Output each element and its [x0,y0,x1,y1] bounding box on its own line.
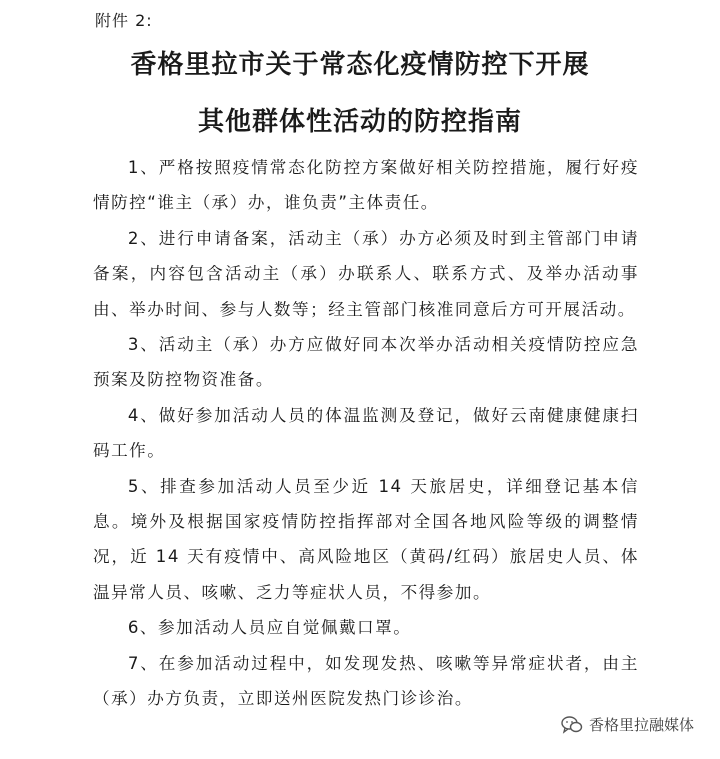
paragraph-1: 1、严格按照疫情常态化防控方案做好相关防控措施，履行好疫情防控“谁主（承）办，谁负责”主体责任。 [93,158,639,213]
document-title-line-1: 香格里拉市关于常态化疫情防控下开展 [130,50,590,80]
wechat-icon [561,716,583,734]
paragraph-7: 7、在参加活动过程中，如发现发热、咳嗽等异常症状者，由主（承）办方负责，立即送州医院发热门诊诊治。 [93,653,639,709]
document-title-line-2: 其他群体性活动的防控指南 [197,107,522,137]
watermark [557,712,698,737]
attachment-label: 附件 2: [95,11,153,30]
paragraph-5: 5、排查参加活动人员至少近 14 天旅居史，详细登记基本信息。境外及根据国家疫情防控指挥部对全国各地风险等级的调整情况，近 14 天有疫情中、高风险地区（黄码/红码）旅居史人员、体温异常人员、咳嗽、乏力等症状人员，不得参加。 [93,476,639,602]
paragraph-3: 3、活动主（承）办方应做好同本次举办活动相关疫情防控应急预案及防控物资准备。 [93,335,639,390]
paragraph-4: 4、做好参加活动人员的体温监测及登记，做好云南健康健康扫码工作。 [93,405,639,461]
paragraph-6: 6、参加活动人员应自觉佩戴口罩。 [127,618,412,638]
watermark-text: 香格里拉融媒体 [588,716,694,734]
paragraph-2: 2、进行申请备案，活动主（承）办方必须及时到主管部门申请备案，内容包含活动主（承）办联系人、联系方式、及举办活动事由、举办时间、参与人数等；经主管部门核准同意后方可开展活动。 [93,228,639,319]
document-body [93,150,639,717]
